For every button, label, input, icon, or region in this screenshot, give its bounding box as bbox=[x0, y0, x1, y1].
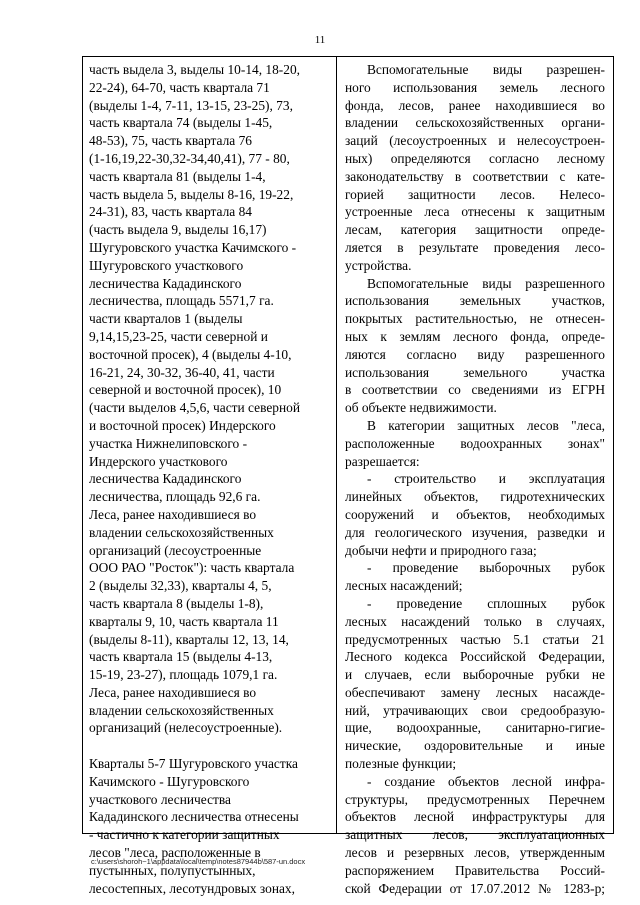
text-line: 48-53), 75, часть квартала 76 bbox=[89, 133, 252, 149]
table-cell-permitted-use bbox=[337, 57, 613, 896]
text-line: нические, оздоровительные и иные bbox=[345, 738, 605, 754]
text-line: лесничества, площадь 92,6 га. bbox=[89, 489, 261, 505]
text-line: (выделы 1-4, 7-11, 13-15, 23-25), 73, bbox=[89, 97, 293, 113]
text-line: лесных насаждений только в случаях, bbox=[345, 613, 605, 629]
text-line: участкового лесничества bbox=[89, 791, 231, 807]
text-line: ных к землям лесного фонда, опреде- bbox=[345, 328, 605, 344]
text-line: - создание объектов лесной инфра- bbox=[367, 773, 605, 789]
text-line: Шугуровского участкового bbox=[89, 257, 244, 273]
text-line: лесам, категория защитности опреде- bbox=[345, 222, 605, 238]
text-line: защитных лесов, эксплуатационных bbox=[345, 827, 605, 843]
text-line: ской Федерации от 17.07.2012 № 1283-р; bbox=[345, 880, 605, 896]
text-line: (выделы 8-11), кварталы 12, 13, 14, bbox=[89, 631, 289, 647]
text-line: восточной просек), 4 (выделы 4-10, bbox=[89, 346, 292, 362]
text-line bbox=[89, 737, 330, 755]
text-line: лесничества, площадь 5571,7 га. bbox=[89, 293, 274, 309]
text-line: Качимского - Шугуровского bbox=[89, 773, 250, 789]
text-line: ООО РАО "Росток"): часть квартала bbox=[89, 560, 295, 576]
text-line: ляется в результате проведения лесо- bbox=[345, 239, 605, 255]
text-line: ных) определяются согласно лесному bbox=[345, 150, 605, 166]
text-line: часть выдела 5, выделы 8-16, 19-22, bbox=[89, 186, 294, 202]
text-line: 22-24), 64-70, часть квартала 71 bbox=[89, 79, 270, 95]
text-line: - проведение сплошных рубок bbox=[367, 595, 605, 611]
text-line: об объекте недвижимости. bbox=[345, 400, 497, 416]
text-line: (часть выдела 9, выделы 16,17) bbox=[89, 222, 267, 238]
text-line: использования земельного участка bbox=[345, 364, 605, 380]
text-line: устроенные леса отнесены к защитным bbox=[345, 204, 605, 220]
text-line: Индерского участкового bbox=[89, 453, 228, 469]
text-line: Леса, ранее находившиеся во bbox=[89, 684, 257, 700]
text-line: и восточной просек) Индерского bbox=[89, 417, 276, 433]
text-line: владении сельскохозяйственных bbox=[89, 524, 274, 540]
text-line: покрытых растительностью, не отнесен- bbox=[345, 311, 605, 327]
text-line: лесничества Кададинского bbox=[89, 471, 242, 487]
text-line: в соответствии со сведениями из ЕГРН bbox=[345, 382, 605, 398]
text-line: 15-19, 23-27), площадь 1079,1 га. bbox=[89, 667, 278, 683]
text-line: 16-21, 24, 30-32, 36-40, 41, части bbox=[89, 364, 275, 380]
text-line: использования земельных участков, bbox=[345, 293, 605, 309]
footer-file-path: c:\users\shoroh~1\appdata\local\temp\notes87944b\587-un.docx bbox=[91, 857, 306, 866]
text-line: - строительство и эксплуатация bbox=[367, 471, 605, 487]
text-line: фонда, лесов, ранее находившиеся во bbox=[345, 97, 605, 113]
text-line: часть квартала 8 (выделы 1-8), bbox=[89, 595, 264, 611]
text-line: часть квартала 74 (выделы 1-45, bbox=[89, 115, 273, 131]
text-line: организаций (нелесоустроенные). bbox=[89, 720, 283, 736]
text-line: и случаев, если выборочные рубки не bbox=[345, 667, 605, 683]
text-line: предусмотренных частью 5.1 статьи 21 bbox=[345, 631, 605, 647]
text-line: части кварталов 1 (выделы bbox=[89, 311, 243, 327]
text-line: пустынных, полупустынных, bbox=[89, 862, 256, 878]
text-line: Вспомогательные виды разрешен- bbox=[367, 62, 605, 77]
text-line: объектов лесной инфраструктуры для bbox=[345, 809, 605, 825]
text-line: 24-31), 83, часть квартала 84 bbox=[89, 204, 252, 220]
text-line: - проведение выборочных рубок bbox=[367, 560, 605, 576]
text-line: В категории защитных лесов "леса, bbox=[367, 417, 605, 433]
text-line: для геологического изучения, разведки и bbox=[345, 524, 605, 540]
text-line: кварталы 9, 10, часть квартала 11 bbox=[89, 613, 279, 629]
text-line: организаций (лесоустроенные bbox=[89, 542, 262, 558]
text-line: лесов и резервных лесов, утвержденным bbox=[345, 845, 605, 861]
text-line: северной и восточной просек), 10 bbox=[89, 382, 282, 398]
text-line: (части выделов 4,5,6, части северной bbox=[89, 400, 300, 416]
text-line: 2 (выделы 32,33), кварталы 4, 5, bbox=[89, 578, 272, 594]
text-line: 9,14,15,23-25, части северной и bbox=[89, 328, 268, 344]
text-line: сооружений и объектов, необходимых bbox=[345, 506, 605, 522]
text-line: лесов "леса, расположенные в bbox=[89, 845, 261, 861]
text-line: горией защитности лесов. Нелесо- bbox=[345, 186, 605, 202]
text-line: распоряжением Правительства Россий- bbox=[345, 862, 605, 878]
text-line: Леса, ранее находившиеся во bbox=[89, 506, 257, 522]
text-line: добычи нефти и природного газа; bbox=[345, 542, 537, 558]
text-line: - частично к категории защитных bbox=[89, 827, 280, 843]
text-line: часть квартала 81 (выделы 1-4, bbox=[89, 168, 266, 184]
text-line: ляются согласно виду разрешенного bbox=[345, 346, 605, 362]
text-line: лесостепных, лесотундровых зонах, bbox=[89, 880, 295, 896]
text-line: линейных объектов, гидротехнических bbox=[345, 489, 605, 505]
text-line: щие, водоохранные, санитарно-гигие- bbox=[345, 720, 605, 736]
text-line: ного использования земель лесного bbox=[345, 79, 605, 95]
text-line: Вспомогательные виды разрешенного bbox=[367, 275, 605, 291]
text-line: Шугуровского участка Качимского - bbox=[89, 239, 297, 255]
text-line: владении сельскохозяйственных органи- bbox=[345, 115, 605, 131]
text-line: часть квартала 15 (выделы 4-13, bbox=[89, 649, 273, 665]
text-line: участка Нижнелиповского - bbox=[89, 435, 248, 451]
text-line: устройства. bbox=[345, 257, 412, 273]
text-line: часть выдела 3, выделы 10-14, 18-20, bbox=[89, 62, 300, 77]
text-line: Кададинского лесничества отнесены bbox=[89, 809, 299, 825]
text-line: лесных насаждений; bbox=[345, 578, 463, 594]
text-line: (1-16,19,22-30,32-34,40,41), 77 - 80, bbox=[89, 150, 290, 166]
text-line: лесничества Кададинского bbox=[89, 275, 242, 291]
text-line: Лесного кодекса Российской Федерации, bbox=[345, 649, 605, 665]
text-line: владении сельскохозяйственных bbox=[89, 702, 274, 718]
text-line: структуры, предусмотренных Перечнем bbox=[345, 791, 605, 807]
text-line: ний, утрачивающих свои средообразую- bbox=[345, 702, 605, 718]
page-number: 11 bbox=[314, 34, 326, 46]
text-line: законодательству в соответствии с кате- bbox=[345, 168, 605, 184]
text-line: Кварталы 5-7 Шугуровского участка bbox=[89, 756, 298, 772]
text-line: заций (лесоустроенных и нелесоустроен- bbox=[345, 133, 605, 149]
text-line: расположенные водоохранных зонах" bbox=[345, 435, 605, 451]
text-line: полезные функции; bbox=[345, 756, 457, 772]
text-line: разрешается: bbox=[345, 453, 420, 469]
text-line: обеспечивают замену лесных насажде- bbox=[345, 684, 605, 700]
